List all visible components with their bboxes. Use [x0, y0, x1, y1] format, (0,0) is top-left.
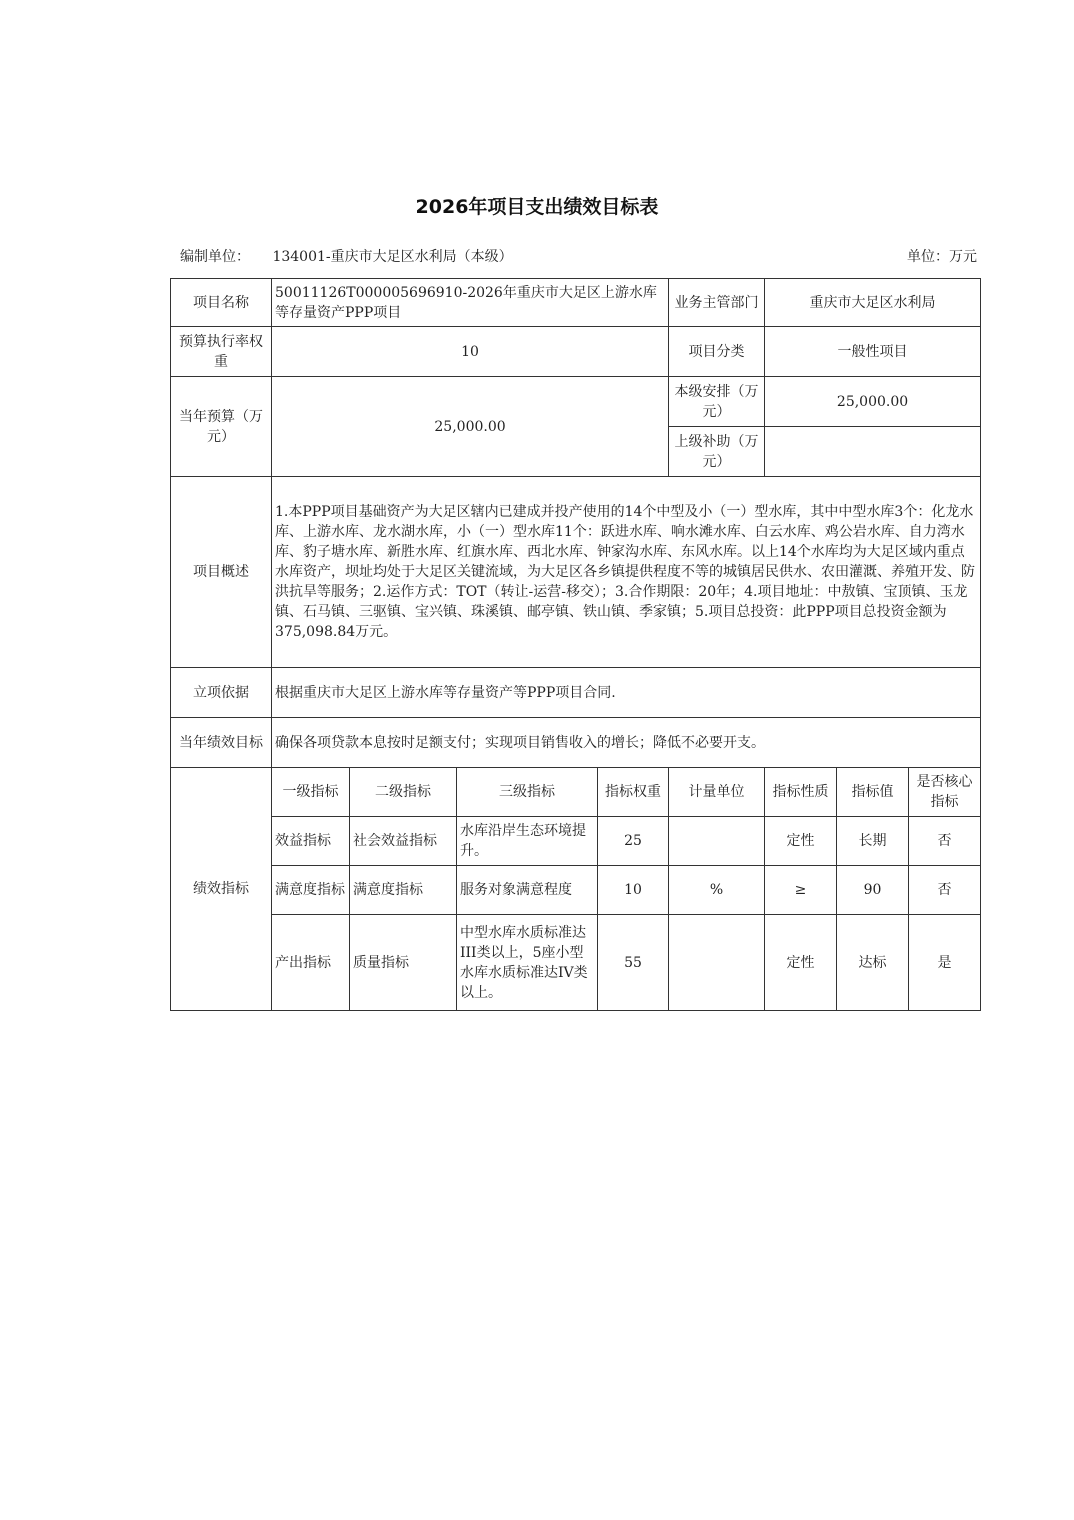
indicator-weight: 55 [598, 915, 669, 1011]
indicator-l2: 满意度指标 [350, 866, 457, 915]
indicator-header: 计量单位 [669, 768, 765, 817]
indicator-value: 达标 [837, 915, 909, 1011]
superior-value [765, 427, 981, 477]
compiling-unit [180, 246, 513, 266]
page-title: 2026年项目支出绩效目标表 [415, 196, 659, 218]
indicator-row [171, 817, 981, 866]
indicator-l2: 社会效益指标 [350, 817, 457, 866]
indicator-l3: 水库沿岸生态环境提升。 [457, 817, 598, 866]
project-name-value: 50011126T000005696910-2026年重庆市大足区上游水库等存量资产PPP项目 [272, 279, 669, 327]
weight-value: 10 [272, 327, 669, 377]
weight-label: 预算执行率权重 [171, 327, 272, 377]
indicator-l1: 满意度指标 [272, 866, 350, 915]
dept-label: 业务主管部门 [669, 279, 765, 327]
indicator-row [171, 915, 981, 1011]
indicator-l2: 质量指标 [350, 915, 457, 1011]
overview-value: 1.本PPP项目基础资产为大足区辖内已建成并投产使用的14个中型及小（一）型水库，其中中型水库3个：化龙水库、上游水库、龙水湖水库，小（一）型水库11个：跃进水库、响水滩水库、白云水库、鸡公岩水库、自力湾水库、豹子塘水库、新胜水库、红旗水库、西北水库、钟家沟水库、东风水库。以上14个水库均为大足区域内重点水库资产，坝址均处于大足区关键流域，为大足区各乡镇提供程度不等的城镇居民供水、农田灌溉、养殖开发、防洪抗旱等服务；2.运作方式：TOT（转让-运营-移交）；3.合作期限：20年；4.项目地址：中敖镇、宝顶镇、玉龙镇、石马镇、三驱镇、宝兴镇、珠溪镇、邮亭镇、铁山镇、季家镇；5.项目总投资：此PPP项目总投资金额为375,098.84万元。 [272, 477, 981, 668]
indicators-section-label: 绩效指标 [171, 768, 272, 1011]
indicator-nature: ≥ [765, 866, 837, 915]
budget-label: 当年预算（万元） [171, 377, 272, 477]
performance-table [170, 278, 981, 1011]
category-label: 项目分类 [669, 327, 765, 377]
superior-label: 上级补助（万元） [669, 427, 765, 477]
indicator-header: 指标性质 [765, 768, 837, 817]
indicator-value: 长期 [837, 817, 909, 866]
indicator-unit [669, 817, 765, 866]
indicator-l1: 产出指标 [272, 915, 350, 1011]
indicator-unit: % [669, 866, 765, 915]
dept-value: 重庆市大足区水利局 [765, 279, 981, 327]
indicator-header: 是否核心指标 [909, 768, 981, 817]
indicator-unit [669, 915, 765, 1011]
category-value: 一般性项目 [765, 327, 981, 377]
indicator-core: 否 [909, 817, 981, 866]
compiling-unit-label: 编制单位： [180, 249, 250, 265]
indicator-nature: 定性 [765, 915, 837, 1011]
local-value: 25,000.00 [765, 377, 981, 427]
indicator-l3: 服务对象满意程度 [457, 866, 598, 915]
overview-label: 项目概述 [171, 477, 272, 668]
basis-label: 立项依据 [171, 668, 272, 718]
indicator-row [171, 866, 981, 915]
indicator-weight: 10 [598, 866, 669, 915]
indicator-header: 三级指标 [457, 768, 598, 817]
indicator-value: 90 [837, 866, 909, 915]
indicator-header: 一级指标 [272, 768, 350, 817]
indicator-core: 是 [909, 915, 981, 1011]
indicator-header: 指标值 [837, 768, 909, 817]
goal-value: 确保各项贷款本息按时足额支付；实现项目销售收入的增长；降低不必要开支。 [272, 718, 981, 768]
indicator-l3: 中型水库水质标准达III类以上，5座小型水库水质标准达IV类以上。 [457, 915, 598, 1011]
compiling-unit-value: 134001-重庆市大足区水利局（本级） [272, 249, 513, 265]
indicator-l1: 效益指标 [272, 817, 350, 866]
goal-label: 当年绩效目标 [171, 718, 272, 768]
indicator-weight: 25 [598, 817, 669, 866]
indicator-header: 指标权重 [598, 768, 669, 817]
project-name-label: 项目名称 [171, 279, 272, 327]
indicator-core: 否 [909, 866, 981, 915]
local-label: 本级安排（万元） [669, 377, 765, 427]
basis-value: 根据重庆市大足区上游水库等存量资产等PPP项目合同. [272, 668, 981, 718]
indicator-nature: 定性 [765, 817, 837, 866]
budget-value: 25,000.00 [272, 377, 669, 477]
indicator-header: 二级指标 [350, 768, 457, 817]
currency-unit: 单位：万元 [907, 249, 977, 265]
